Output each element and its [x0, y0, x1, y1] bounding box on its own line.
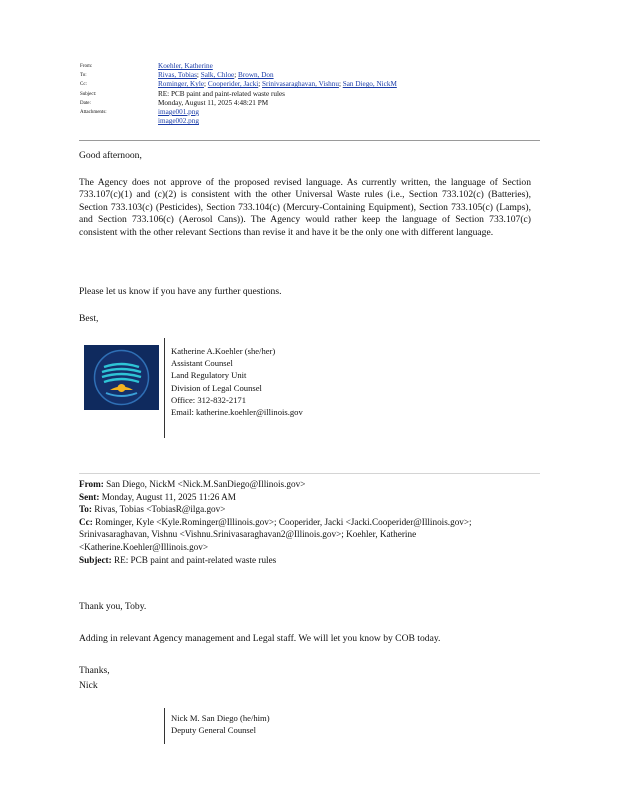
body-paragraph: The Agency does not approve of the proposed revised language. As currently written, the language of Section 733.107(c)(1) and (c)(2) is consistent with the other Universal Waste rules (i.e., Section 733.102(c) (Batteries), Section 733.103(c) (Pesticides), Section 733.104(c) (Mercury-Containing Equipment), Section 733.105(c) (Lamps), and Section 733.106(c) (Aerosol Cans)). The Agency would rather keep the language of Section 733.107(c) consistent with the other relevant Sections than revise it and have it be the only one with different language.: [79, 177, 531, 238]
email-header: [80, 62, 540, 126]
fwd-to-value: Rivas, Tobias <TobiasR@ilga.gov>: [94, 504, 226, 515]
cc-recipient-link[interactable]: San Diego, NickM: [342, 80, 397, 89]
greeting: Good afternoon,: [79, 150, 142, 161]
agency-seal-icon: [84, 345, 159, 410]
fwd-thanks: Thank you, Toby.: [79, 601, 147, 612]
fwd-subject-row: [79, 554, 549, 567]
signature-divider: [164, 338, 165, 438]
header-cc-row: Cc: Rominger, Kyle; Cooperider, Jacki; Srinivasaraghavan, Vishnu; San Diego, NickM: [80, 80, 397, 89]
fwd-subject-label: Subject:: [79, 554, 112, 565]
fwd-from-value: San Diego, NickM <Nick.M.SanDiego@Illinois.gov>: [106, 479, 306, 489]
fwd-cc-row-3: <Katherine.Koehler@Illinois.gov>: [79, 541, 209, 552]
fwd-cc-row: [79, 516, 549, 529]
cc-recipient-link[interactable]: Srinivasaraghavan, Vishnu: [262, 80, 339, 89]
fwd-signer: Nick: [79, 680, 98, 691]
subject-label: Subject:: [80, 91, 97, 97]
fwd-signoff: Thanks,: [79, 665, 110, 676]
signature2-title: Deputy General Counsel: [171, 725, 256, 736]
signoff: Best,: [79, 313, 99, 324]
signature-unit: Land Regulatory Unit: [171, 370, 247, 381]
fwd-sent-label: Sent:: [79, 491, 100, 502]
signature-office: Office: 312-832-2171: [171, 394, 247, 405]
fwd-message: Adding in relevant Agency management and Legal staff. We will let you know by COB today.: [79, 633, 441, 644]
from-label: From:: [80, 64, 93, 69]
fwd-cc-row-2: Srinivasaraghavan, Vishnu <Vishnu.Srinivasaraghavan2@Illinois.gov>; Koehler, Katherine: [79, 529, 417, 540]
fwd-sent-value: Monday, August 11, 2025 11:26 AM: [101, 491, 236, 502]
cc-label: Cc:: [80, 82, 87, 88]
signature-title: Assistant Counsel: [171, 358, 233, 369]
header-from-row: [80, 62, 540, 71]
header-attachments-row: [80, 108, 540, 117]
cc-recipient-link[interactable]: Cooperider, Jacki: [207, 80, 259, 89]
fwd-from-label: From:: [79, 479, 104, 489]
fwd-cc-value: Rominger, Kyle <Kyle.Rominger@Illinois.gov>; Cooperider, Jacki <Jacki.Cooperider@Illinois.gov>;: [95, 516, 472, 527]
fwd-cc-label: Cc:: [79, 516, 93, 527]
signature-email: Email: katherine.koehler@illinois.gov: [171, 407, 303, 418]
header-subject-row: [80, 90, 540, 99]
signature-division: Division of Legal Counsel: [171, 382, 262, 393]
date-value: Monday, August 11, 2025 4:48:21 PM: [158, 98, 269, 107]
fwd-to-row: [79, 503, 549, 516]
attachment-link[interactable]: image002.png: [158, 117, 199, 126]
forward-divider: [79, 473, 540, 474]
header-divider: [79, 140, 540, 141]
to-label: To:: [80, 73, 87, 79]
to-recipient-link[interactable]: Rivas, Tobias: [158, 71, 197, 80]
fwd-sent-row: [79, 491, 549, 504]
signature2-block: [171, 712, 270, 736]
fwd-from-row: [79, 478, 549, 491]
header-to-row: To: Rivas, Tobias; Salk, Chloe; Brown, Don: [80, 71, 274, 80]
agency-logo: [84, 345, 159, 410]
closing-request: Please let us know if you have any further questions.: [79, 286, 282, 297]
signature2-name: Nick M. San Diego (he/him): [171, 713, 270, 723]
attachment-link[interactable]: image001.png: [158, 108, 199, 117]
from-link[interactable]: Koehler, Katherine: [158, 62, 213, 70]
fwd-subject-value: RE: PCB paint and paint-related waste rules: [113, 554, 277, 565]
signature2-divider: [164, 708, 165, 744]
signature-name: Katherine A.Koehler (she/her): [171, 346, 276, 356]
signature-block: [171, 345, 303, 418]
to-recipient-link[interactable]: Brown, Don: [238, 71, 274, 80]
cc-recipient-link[interactable]: Rominger, Kyle: [158, 80, 205, 89]
header-date-row: [80, 99, 540, 108]
fwd-to-label: To:: [79, 504, 92, 515]
forwarded-header: [79, 478, 549, 566]
attachments-label: Attachments:: [80, 110, 107, 116]
subject-value: RE: PCB paint and paint-related waste rules: [158, 89, 285, 98]
to-recipient-link[interactable]: Salk, Chloe: [200, 71, 235, 80]
date-label: Date:: [80, 100, 91, 106]
header-attachments-row-2: [80, 117, 540, 126]
